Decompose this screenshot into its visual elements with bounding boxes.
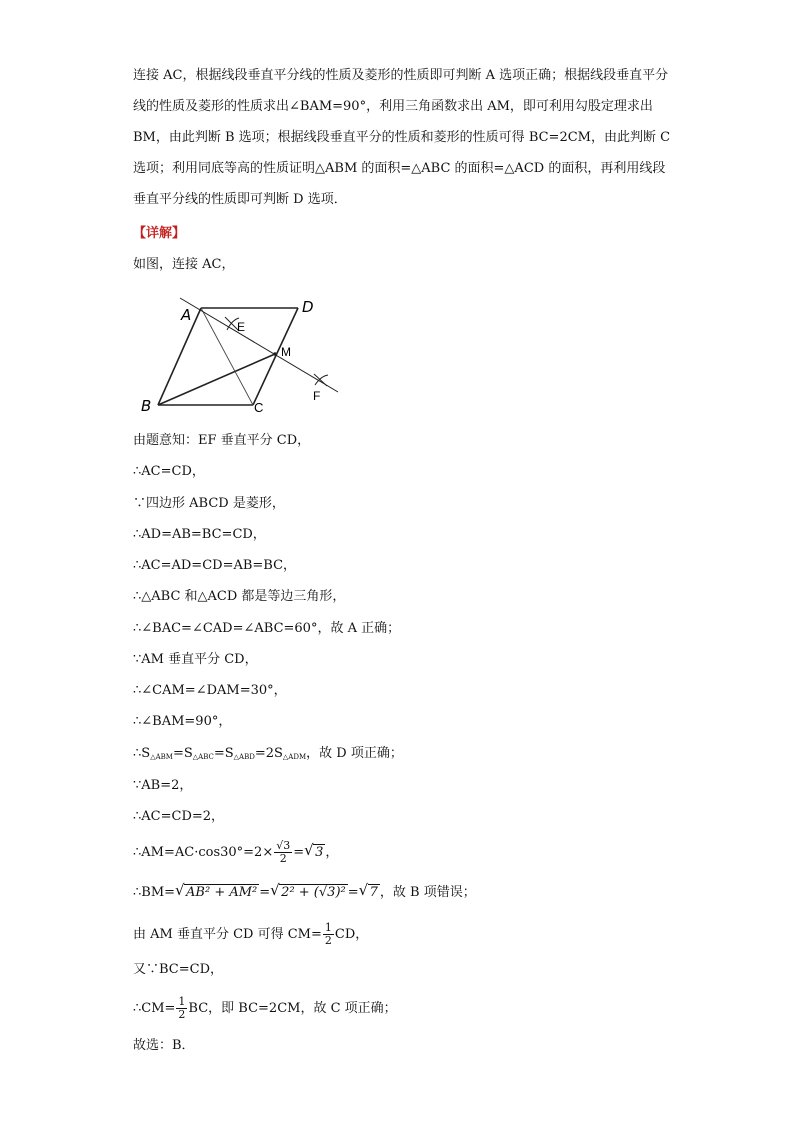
step-17: 又∵BC=CD， bbox=[133, 962, 224, 977]
step-10: ∴∠BAM=90°， bbox=[133, 714, 232, 729]
sqrt-sum-squares: √ 2² + (√3)² bbox=[270, 880, 348, 906]
step-1: 由题意知：EF 垂直平分 CD， bbox=[133, 433, 311, 448]
step-9: ∴∠CAM=∠DAM=30°， bbox=[133, 683, 287, 698]
solution-intro: 如图，连接 AC， bbox=[133, 257, 235, 272]
segment-ac bbox=[201, 308, 253, 405]
sqrt-ab2-am2: √ AB² + AM² bbox=[175, 880, 259, 906]
label-c: C bbox=[254, 400, 264, 415]
fraction-root3-over-2: $\frac{√3}{2}$ bbox=[276, 839, 291, 865]
label-m: M bbox=[281, 345, 291, 359]
fraction-one-half: $\frac{1}{2}$ bbox=[178, 995, 186, 1021]
side-cd bbox=[253, 308, 298, 405]
step-6: ∴△ABC 和△ACD 都是等边三角形， bbox=[133, 589, 346, 604]
step-4: ∴AD=AB=BC=CD， bbox=[133, 527, 266, 542]
step-8: ∵AM 垂直平分 CD， bbox=[133, 652, 258, 667]
step-3: ∵四边形 ABCD 是菱形， bbox=[133, 496, 285, 511]
label-e: E bbox=[237, 320, 246, 334]
step-16: 由 AM 垂直平分 CD 可得 CM= $\frac{1}{2}$ CD， bbox=[133, 921, 369, 947]
step-13: ∴AC=CD=2， bbox=[133, 809, 225, 824]
point-m bbox=[273, 352, 277, 356]
step-7: ∴∠BAC=∠CAD=∠ABC=60°，故 A 正确； bbox=[133, 621, 401, 636]
label-b: B bbox=[141, 397, 152, 415]
step-2: ∴AC=CD， bbox=[133, 464, 205, 479]
step-11: $\therefore S_{\triangle ABM}=S_{\triangle ABC}=S_{\triangle ABD}=2S_{\triangle ADM}$，故 D 项正确； bbox=[133, 746, 403, 761]
segment-bm bbox=[158, 354, 275, 405]
step-14: ∴AM=AC·cos30°=2× $\frac{√3}{2}$ =√ 3 ， bbox=[133, 840, 338, 866]
label-d: D bbox=[302, 298, 314, 316]
step-19-conclusion: 故选：B． bbox=[133, 1038, 195, 1053]
line-ef bbox=[180, 298, 338, 392]
side-ab bbox=[158, 308, 201, 405]
analysis-paragraph: 连接 AC，根据线段垂直平分线的性质及菱形的性质即可判断 A 选项正确；根据线段垂直平分线的性质及菱形的性质求出∠BAM=90°，利用三角函数求出 AM，即可利用勾股定理求出 BM，由此判断 B 选项；根据线段垂直平分的性质和菱形的性质可得 BC=2CM，由此判断 C 选项；利用同底等高的性质证明△ABM 的面积=△ABC 的面积=△ACD 的面积，再利用线段垂直平分线的性质即可判断 D 选项． bbox=[133, 68, 671, 207]
fraction-one-half: $\frac{1}{2}$ bbox=[324, 921, 332, 947]
step-18: ∴CM= $\frac{1}{2}$ BC，即 BC=2CM，故 C 项正确； bbox=[133, 995, 397, 1021]
label-f: F bbox=[313, 389, 321, 403]
step-5: ∴AC=AD=CD=AB=BC， bbox=[133, 558, 297, 573]
sqrt-3: √ 3 bbox=[304, 840, 325, 866]
solution-heading: 【详解】 bbox=[133, 226, 186, 241]
label-a: A bbox=[181, 306, 192, 324]
step-12: ∵AB=2， bbox=[133, 778, 193, 793]
rhombus-figure bbox=[133, 290, 348, 420]
arc-mark-f bbox=[314, 374, 328, 386]
sqrt-7: √ 7 bbox=[359, 880, 380, 906]
step-15: ∴BM=√ AB² + AM² =√ 2² + (√3)² =√ 7 ，故 B 项错误； bbox=[133, 880, 476, 906]
